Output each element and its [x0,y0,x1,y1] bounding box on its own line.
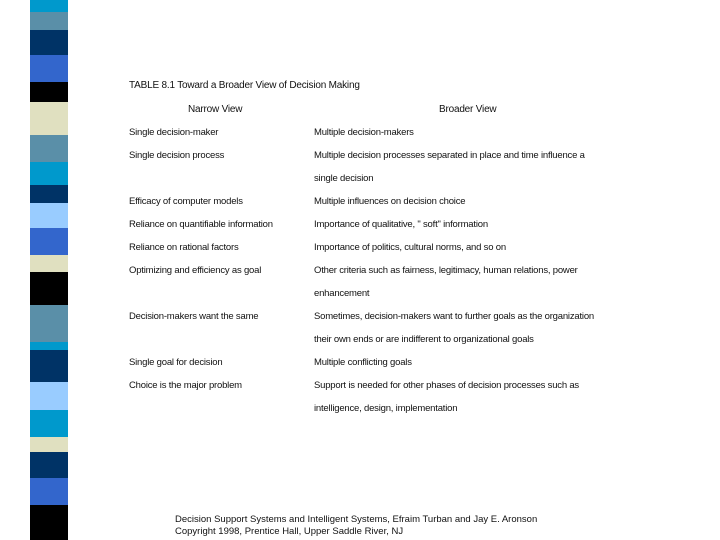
stripe-band [30,12,68,30]
broader-view-cell: Importance of politics, cultural norms, and so on [314,242,506,253]
footer-citation: Decision Support Systems and Intelligent Systems, Efraim Turban and Jay E. Aronson [175,514,538,525]
broader-view-cell: Sometimes, decision-makers want to further goals as the organization [314,311,594,322]
decorative-stripe [30,0,68,540]
stripe-band [30,0,68,12]
footer [175,514,537,538]
stripe-band [30,102,68,135]
narrow-view-cell: Choice is the major problem [129,380,242,391]
narrow-view-cell: Efficacy of computer models [129,196,243,207]
stripe-band [30,228,68,255]
stripe-band [30,135,68,162]
stripe-band [30,203,68,228]
stripe-band [30,162,68,185]
header-broader-view: Broader View [439,104,497,115]
stripe-band [30,255,68,272]
broader-view-cell: Multiple influences on decision choice [314,196,466,207]
broader-view-cell: single decision [314,173,374,184]
stripe-band [30,410,68,437]
header-narrow-view: Narrow View [188,104,243,115]
stripe-band [30,452,68,478]
broader-view-cell: Other criteria such as fairness, legitimacy, human relations, power [314,265,578,276]
narrow-view-cell: Decision-makers want the same [129,311,259,322]
stripe-band [30,30,68,55]
stripe-band [30,505,68,540]
narrow-view-cell: Optimizing and efficiency as goal [129,265,262,276]
narrow-view-cell: Reliance on rational factors [129,242,239,253]
narrow-view-cell: Single goal for decision [129,357,223,368]
broader-view-cell: their own ends or are indifferent to organizational goals [314,334,534,345]
stripe-band [30,478,68,505]
stripe-band [30,382,68,410]
stripe-band [30,350,68,382]
broader-view-cell: Multiple decision-makers [314,127,414,138]
stripe-band [30,342,68,350]
broader-view-cell: Multiple decision processes separated in place and time influence a [314,150,585,161]
stripe-band [30,305,68,342]
stripe-band [30,272,68,305]
narrow-view-cell: Single decision process [129,150,225,161]
narrow-view-cell: Reliance on quantifiable information [129,219,273,230]
broader-view-cell: Multiple conflicting goals [314,357,412,368]
broader-view-cell: intelligence, design, implementation [314,403,458,414]
stripe-band [30,185,68,203]
stripe-band [30,82,68,102]
narrow-view-cell: Single decision-maker [129,127,219,138]
broader-view-cell: enhancement [314,288,370,299]
stripe-band [30,437,68,452]
footer-copyright: Copyright 1998, Prentice Hall, Upper Saddle River, NJ [175,526,404,537]
stripe-band [30,55,68,82]
table-title: TABLE 8.1 Toward a Broader View of Decision Making [129,80,360,91]
broader-view-cell: Support is needed for other phases of decision processes such as [314,380,579,391]
broader-view-cell: Importance of qualitative, " soft" information [314,219,488,230]
